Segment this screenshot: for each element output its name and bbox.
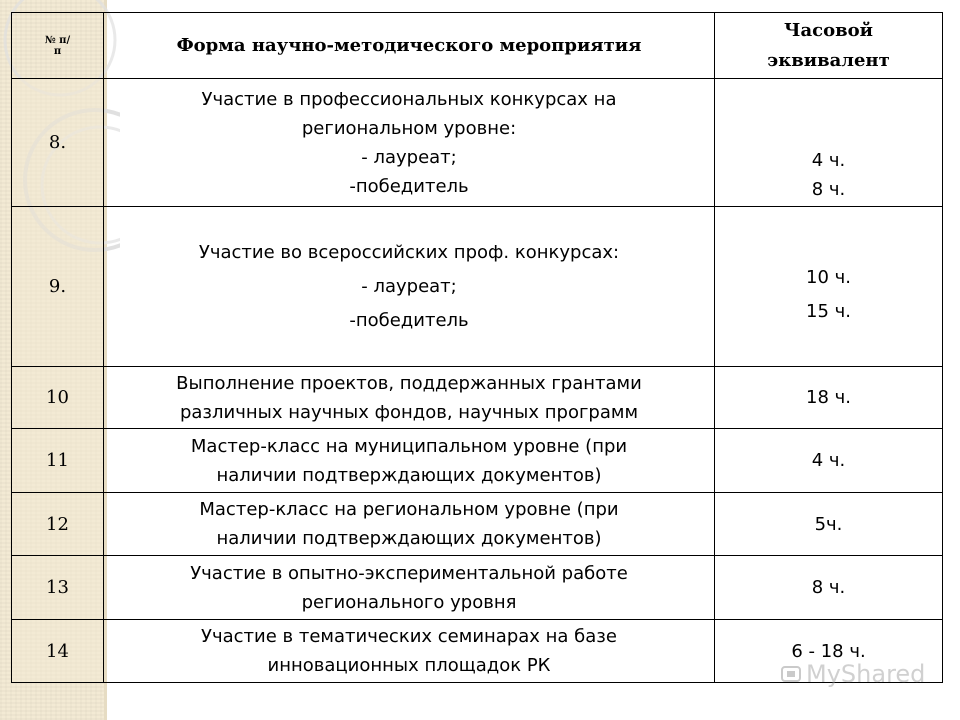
header-hours: Часовой эквивалент xyxy=(715,13,943,79)
row-num: 9. xyxy=(12,207,104,367)
row-hours: 5ч. xyxy=(715,493,943,556)
row-hours: 4 ч. xyxy=(715,429,943,493)
row-hours: 6 - 18 ч. xyxy=(715,620,943,683)
table-row xyxy=(12,493,943,556)
table-row xyxy=(12,367,943,429)
activities-table xyxy=(11,12,943,683)
row-hours: 10 ч. 15 ч. xyxy=(715,207,943,367)
row-form: Участие в тематических семинарах на базе инновационных площадок РК xyxy=(104,620,715,683)
row-hours: 4 ч. 8 ч. xyxy=(715,79,943,207)
row-num: 11 xyxy=(12,429,104,493)
row-num: 8. xyxy=(12,79,104,207)
header-num: № п/п xyxy=(12,13,104,79)
row-hours: 18 ч. xyxy=(715,367,943,429)
row-form: Выполнение проектов, поддержанных грантами различных научных фондов, научных программ xyxy=(104,367,715,429)
watermark-logo-icon xyxy=(780,663,802,685)
table-row xyxy=(12,79,943,207)
row-num: 14 xyxy=(12,620,104,683)
table-row xyxy=(12,207,943,367)
row-num: 12 xyxy=(12,493,104,556)
row-form: Участие во всероссийских проф. конкурсах: - лауреат; -победитель xyxy=(104,207,715,367)
header-form: Форма научно-методического мероприятия xyxy=(104,13,715,79)
row-form: Мастер-класс на муниципальном уровне (при наличии подтверждающих документов) xyxy=(104,429,715,493)
row-form: Мастер-класс на региональном уровне (при наличии подтверждающих документов) xyxy=(104,493,715,556)
table-row xyxy=(12,556,943,620)
row-form: Участие в опытно-экспериментальной работе регионального уровня xyxy=(104,556,715,620)
table-row xyxy=(12,429,943,493)
row-num: 10 xyxy=(12,367,104,429)
row-num: 13 xyxy=(12,556,104,620)
table-header-row xyxy=(12,13,943,79)
watermark xyxy=(780,660,925,688)
row-hours: 8 ч. xyxy=(715,556,943,620)
row-form: Участие в профессиональных конкурсах на региональном уровне: - лауреат; -победитель xyxy=(104,79,715,207)
watermark-text: MyShared xyxy=(806,660,926,688)
